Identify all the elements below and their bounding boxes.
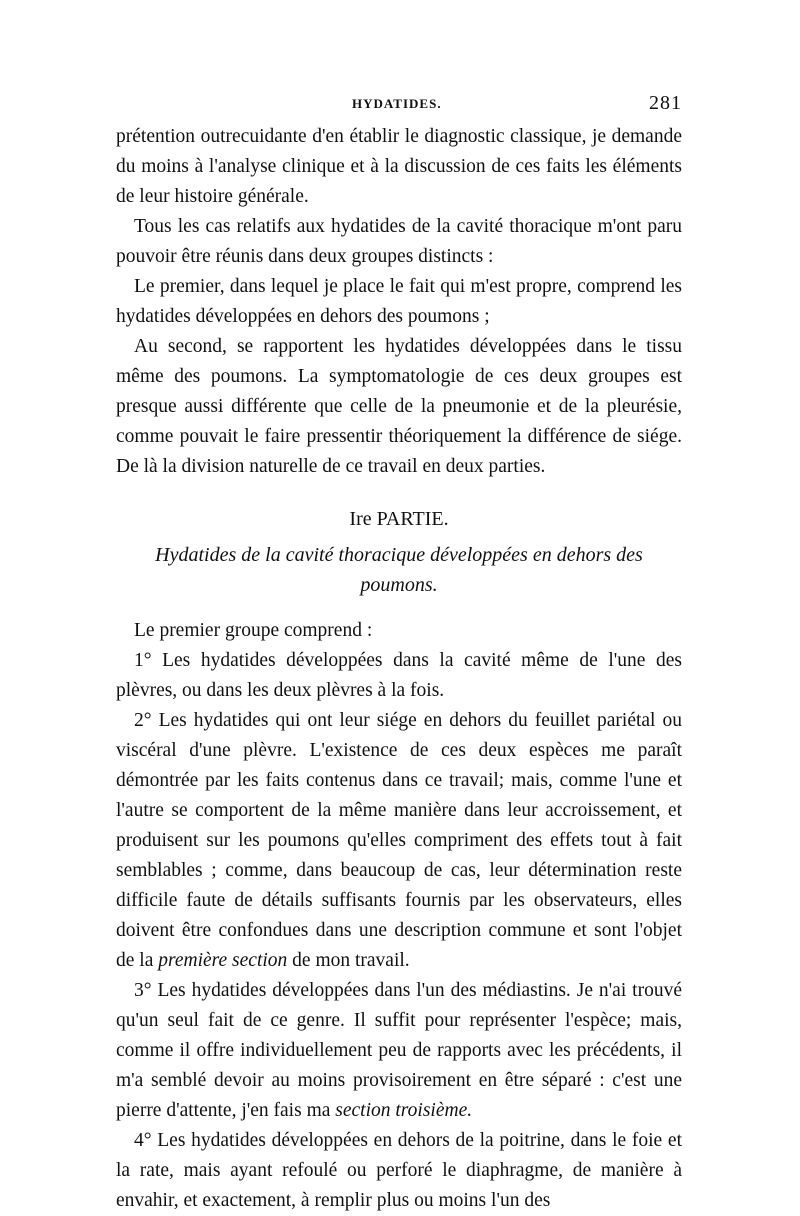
paragraph-4: Au second, se rapportent les hydatides développées dans le tissu même des poumons. La symptomatologie de ces deux groupes est presque aussi différente que celle de la pneumonie et de la pleurésie, comme pouvait le faire pressentir théoriquement la différence de siége. De là la division naturelle de ce travail en deux parties. (116, 336, 682, 477)
book-page (116, 92, 682, 1216)
item-2-emphasis: première section (158, 950, 288, 971)
paragraph-2: Tous les cas relatifs aux hydatides de la cavité thoracique m'ont paru pouvoir être réunis dans deux groupes distincts : (116, 216, 682, 267)
intro-paragraph: Le premier groupe comprend : (134, 620, 373, 641)
paragraph-3: Le premier, dans lequel je place le fait qui m'est propre, comprend les hydatides développées en dehors des poumons ; (116, 276, 682, 327)
paragraph-1: prétention outrecuidante d'en établir le diagnostic classique, je demande du moins à l'analyse clinique et à la discussion de ces faits les éléments de leur histoire générale. (116, 126, 682, 207)
page-number: 281 (649, 92, 682, 114)
body-text (116, 122, 682, 1216)
item-2-end: de mon travail. (292, 950, 410, 971)
running-head (116, 92, 682, 122)
section-title: Hydatides de la cavité thoracique développées en dehors des poumons. (155, 544, 643, 596)
item-3 (116, 976, 682, 1126)
item-2 (116, 706, 682, 976)
item-1: 1° Les hydatides développées dans la cavité même de l'une des plèvres, ou dans les deux plèvres à la fois. (116, 650, 682, 701)
running-title: HYDATIDES. (352, 96, 442, 111)
item-4: 4° Les hydatides développées en dehors de la poitrine, dans le foie et la rate, mais ayant refoulé ou perforé le diaphragme, de manière à envahir, et exactement, à remplir plus ou moins l'un des (116, 1130, 682, 1211)
item-3-text: 3° Les hydatides développées dans l'un des médiastins. Je n'ai trouvé qu'un seul fait de ce genre. Il suffit pour représenter l'espèce; mais, comme il offre individuellement peu de rapports avec les précédents, il m'a semblé devoir au moins provisoirement en être séparé : c'est une pierre d'attente, j'en fais ma (116, 980, 682, 1121)
part-heading: Ire PARTIE. (349, 508, 449, 530)
item-3-emphasis: section troisième. (335, 1100, 473, 1121)
item-2-text: 2° Les hydatides qui ont leur siége en dehors du feuillet pariétal ou viscéral d'une plèvre. L'existence de ces deux espèces me paraît démontrée par les faits contenus dans ce travail; mais, comme l'une et l'autre se comportent de la même manière dans leur accroissement, et produisent sur les poumons qu'elles compriment des effets tout à fait semblables ; comme, dans beaucoup de cas, leur détermination reste difficile faute de détails suffisants fournis par les observateurs, elles doivent être confondues dans une description commune et sont l'objet de la (116, 710, 682, 971)
